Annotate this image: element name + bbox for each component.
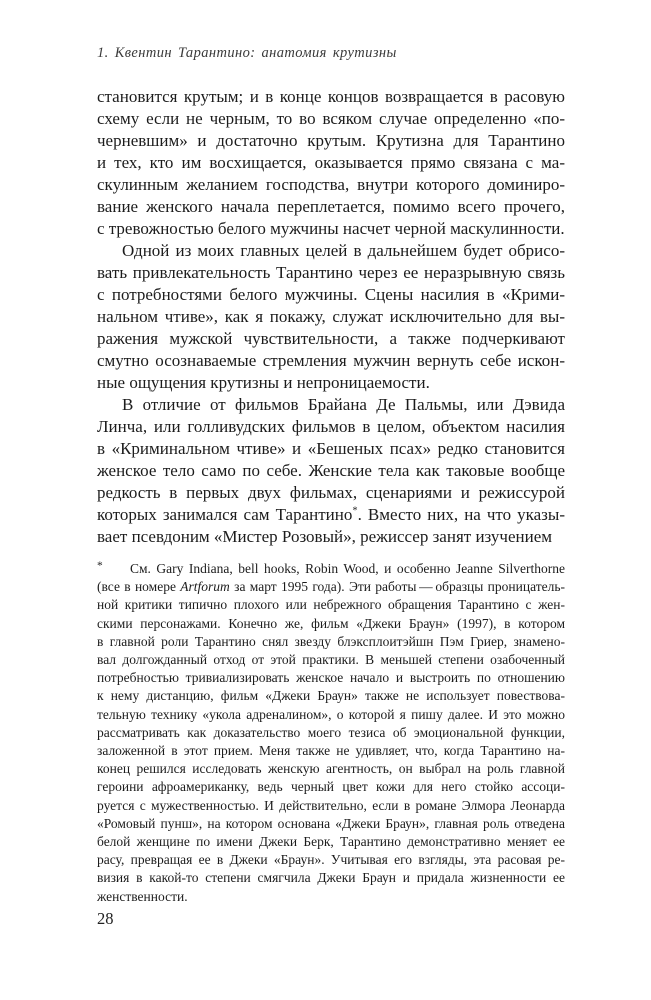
- body-paragraph: [97, 86, 565, 240]
- text-line: женственности.: [97, 888, 188, 904]
- text-line: ражения мужской чувствительности, а также подчеркивают: [97, 329, 565, 348]
- footnote-marker: *: [352, 505, 358, 517]
- text-line: визия в какой-то степени смягчила Джеки Браун и придала жизненности ее: [97, 870, 565, 886]
- text-line: рассматривать как доказательство моего тезиса об эмоциональной функции,: [97, 724, 565, 740]
- text-line: схему если не черным, то во всяком случае определенно «по-: [97, 109, 565, 128]
- text-line: становится крутым; и в конце концов возвращается в расовую: [97, 87, 565, 106]
- text-line: с потребностями белого мужчины. Сцены насилия в «Крими-: [97, 285, 565, 304]
- text-line: в «Криминальном чтиве» и «Бешеных псах» редко становится: [97, 439, 565, 458]
- text-line: * См. Gary Indiana, bell hooks, Robin Wood, и особенно Jeanne Silverthorne: [97, 560, 565, 576]
- text-line: героини афроамериканку, ведь черный цвет кожи для него стойко ассоци-: [97, 779, 565, 795]
- text-line: заложенной в этот прием. Меня также не удивляет, что, когда Тарантино на-: [97, 743, 565, 759]
- text-line: (все в номере Artforum за март 1995 года). Эти работы — образцы проницатель-: [97, 579, 565, 595]
- text-line: В отличие от фильмов Брайана Де Пальмы, или Дэвида: [122, 395, 565, 414]
- footnote: [97, 560, 565, 906]
- text-line: и тех, кто им восхищается, оказывается прямо связана с ма-: [97, 153, 565, 172]
- text-line: вал долгожданный отход от этой практики. В меньшей степени озабоченный: [97, 652, 565, 668]
- text-line: вать привлекательность Тарантино через ее неразрывную связь: [97, 263, 565, 282]
- text-line: расу, превращая ее в Джеки «Браун». Учитывая его взгляды, эта расовая ре-: [97, 852, 565, 868]
- text-line: конец решился исследовать женскую агентность, он выбрал на роль главной: [97, 761, 565, 777]
- text-line: к нему дистанцию, фильм «Джеки Браун» также не использует повествова-: [97, 688, 565, 704]
- text-line: белой женщине по имени Джеки Берк, Тарантино демонстративно меняет ее: [97, 834, 565, 850]
- text-line: в главной роли Тарантино снял звезду блэксплоитэйшн Пэм Гриер, знамено-: [97, 633, 565, 649]
- text-line: с тревожностью белого мужчины насчет черной маскулинности.: [97, 219, 565, 238]
- running-header: 1. Квентин Тарантино: анатомия крутизны: [97, 45, 397, 61]
- text-line: черневшим» и достаточно крутым. Крутизна для Тарантино: [97, 131, 565, 150]
- text-line: ной критики типично плохого или небрежного обращения Тарантино с жен-: [97, 597, 565, 613]
- text-line: скими персонажами. Конечно же, фильм «Джеки Браун» (1997), в котором: [97, 615, 565, 631]
- page-number: 28: [97, 909, 114, 928]
- text-line: Линча, или голливудских фильмов в целом, объектом насилия: [97, 417, 565, 436]
- text-line: потребностью тривиализировать женское начало и выстроить по отношению: [97, 670, 565, 686]
- text-line: ные ощущения крутизны и непроницаемости.: [97, 373, 430, 392]
- text-line: которых занимался сам Тарантино*. Вместо них, на что указы-: [97, 505, 565, 524]
- text-line: вает псевдоним «Мистер Розовый», режиссер занят изучением: [97, 527, 552, 546]
- text-line: нальном чтиве», как я покажу, служат исключительно для вы-: [97, 307, 565, 326]
- body-paragraph: [97, 394, 565, 548]
- text-line: редкость в первых двух фильмах, сценариями и режиссурой: [97, 483, 565, 502]
- text-line: руется с мужественностью. И действительно, если в романе Элмора Леонарда: [97, 797, 565, 813]
- text-line: вание женского начала переплетается, помимо всего прочего,: [97, 197, 565, 216]
- text-line: скулинным желанием господства, внутри которого доминиро-: [97, 175, 565, 194]
- text-line: Одной из моих главных целей в дальнейшем будет обрисо-: [122, 241, 565, 260]
- text-line: смутно осознаваемые стремления мужчин вернуть себе искон-: [97, 351, 565, 370]
- text-line: женское тело само по себе. Женские тела как таковые вообще: [97, 461, 565, 480]
- text-line: тельную технику «укола адреналином», о которой я пишу далее. И это можно: [97, 706, 565, 722]
- body-text: [97, 86, 565, 548]
- text-line: «Ромовый пунш», на котором основана «Джеки Браун», главная роль отведена: [97, 815, 565, 831]
- body-paragraph: [97, 240, 565, 394]
